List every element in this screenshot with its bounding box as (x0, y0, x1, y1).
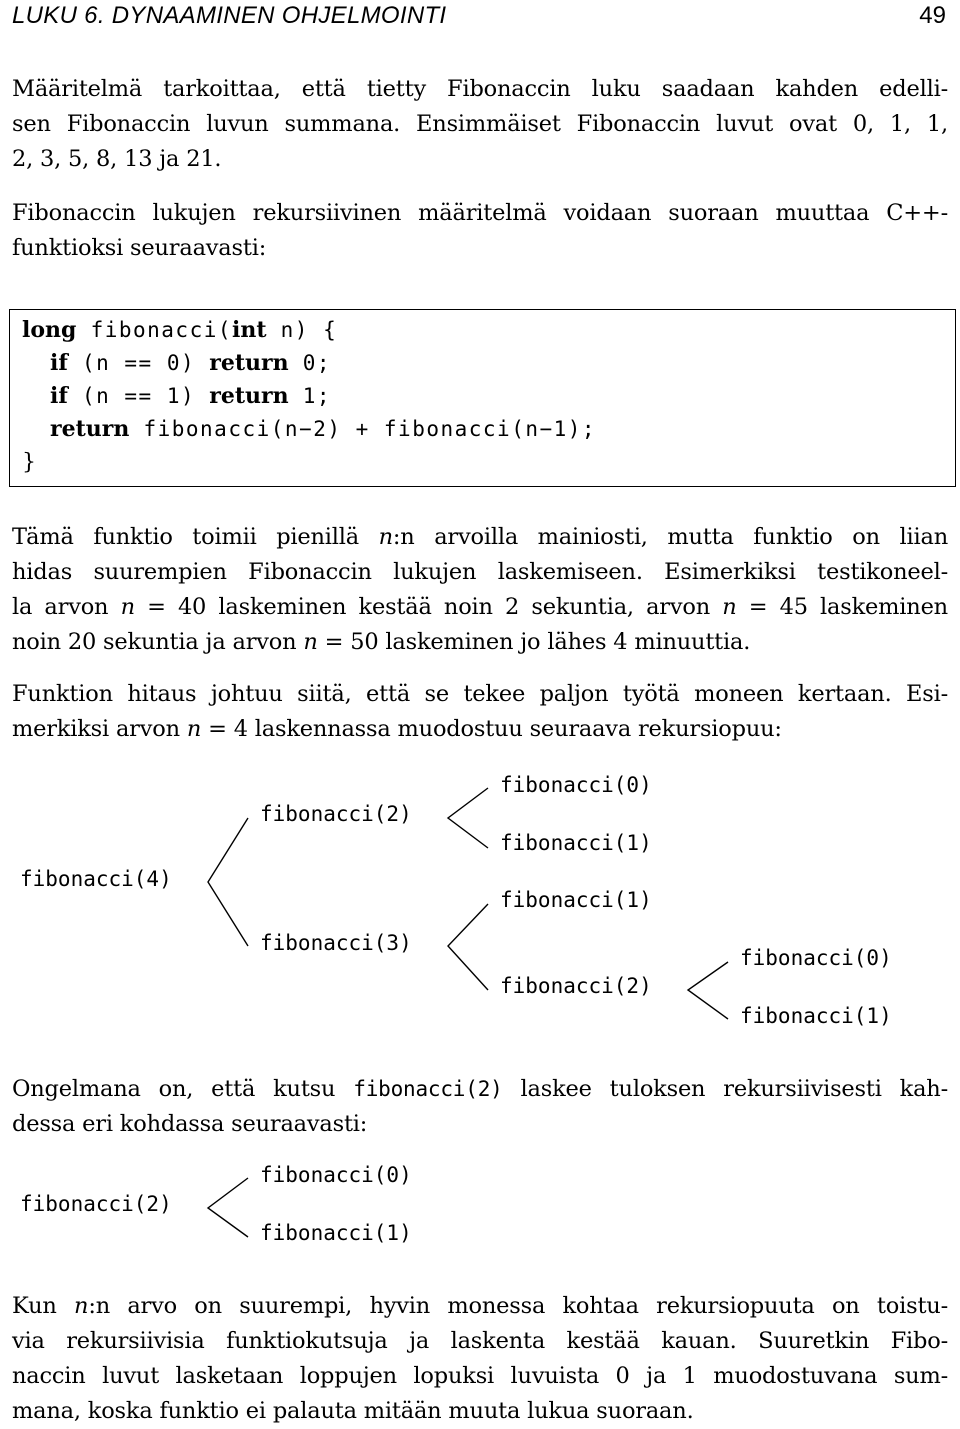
code-listing (9, 309, 956, 487)
text: laskee tuloksen rekursiivisesti kah- (502, 1076, 949, 1102)
text-line (12, 1289, 948, 1324)
text: la arvon (12, 594, 121, 620)
code-text: (n == 1) (67, 384, 210, 408)
text: = 40 laskeminen kestää noin 2 sekuntia, arvon (134, 594, 723, 620)
code-text: 1; (288, 384, 332, 408)
code-keyword: return (49, 416, 130, 442)
tree-edge-fib2-lower (688, 962, 728, 1019)
text: noin 20 sekuntia ja arvon (12, 629, 304, 655)
tree-node: fibonacci(2) (260, 802, 412, 826)
tree-node-leaf: fibonacci(1) (740, 1004, 892, 1028)
paragraph-slowness (12, 677, 948, 747)
text: = 45 laskeminen (736, 594, 948, 620)
text: Kun (12, 1293, 75, 1319)
text-line: via rekursiivisia funktiokutsuja ja laskenta kestää kauan. Suuretkin Fibo- (12, 1328, 948, 1354)
text: = 50 laskeminen jo lähes 4 minuuttia. (317, 629, 751, 655)
text: merkiksi arvon (12, 716, 187, 742)
math-n: n (120, 594, 135, 620)
tree2-node-root: fibonacci(2) (20, 1192, 172, 1216)
code-text: fibonacci(n−2) + fibonacci(n−1); (129, 417, 597, 441)
tree-node: fibonacci(2) (500, 974, 652, 998)
text: = 4 laskennassa muodostuu seuraava rekursiopuu: (201, 716, 782, 742)
code-text: fibonacci( (76, 318, 232, 342)
tree-node-root: fibonacci(4) (20, 867, 172, 891)
text-line: 2, 3, 5, 8, 13 ja 21. (12, 146, 222, 172)
chapter-title: LUKU 6. DYNAAMINEN OHJELMOINTI (12, 2, 447, 29)
tree-edge-fib2 (448, 788, 488, 848)
tree-node-leaf: fibonacci(1) (500, 831, 652, 855)
code-text: 0; (288, 351, 332, 375)
paragraph-conclusion (12, 1289, 948, 1429)
text-line: naccin luvut lasketaan loppujen lopuksi luvuista 0 ja 1 muodostuvana sum- (12, 1363, 948, 1389)
tree-edge-second-root (208, 1178, 248, 1237)
text-line: mana, koska funktio ei palauta mitään muuta lukua suoraan. (12, 1398, 694, 1424)
text-line (12, 1072, 948, 1107)
math-n: n (722, 594, 737, 620)
text-line: Fibonaccin lukujen rekursiivinen määritelmä voidaan suoraan muuttaa C++- (12, 200, 948, 226)
page-header (12, 2, 948, 32)
tree-node-leaf: fibonacci(0) (500, 773, 652, 797)
tree2-node-leaf: fibonacci(1) (260, 1221, 412, 1245)
text: Tämä funktio toimii pienillä (12, 524, 379, 550)
code-keyword: return (209, 383, 289, 409)
text-line: funktioksi seuraavasti: (12, 235, 267, 261)
paragraph-definition (12, 72, 948, 177)
code-closing-brace: } (22, 450, 36, 475)
code-keyword: if (49, 350, 68, 376)
tree-node-leaf: fibonacci(1) (500, 888, 652, 912)
text-line: Määritelmä tarkoittaa, että tietty Fibonaccin luku saadaan kahden edelli- (12, 76, 948, 102)
paragraph-problem (12, 1072, 948, 1142)
tree2-node-leaf: fibonacci(0) (260, 1163, 412, 1187)
tree-edge-fib3 (448, 904, 488, 990)
tree-edge-root (208, 818, 248, 946)
code-text: n) { (266, 318, 338, 342)
code-keyword: int (232, 317, 267, 343)
text-line: dessa eri kohdassa seuraavasti: (12, 1111, 368, 1137)
math-n: n (186, 716, 202, 742)
math-n: n (74, 1293, 89, 1319)
page-number: 49 (919, 2, 946, 29)
math-n: n (303, 629, 318, 655)
text: :n arvo on suurempi, hyvin monessa kohtaa rekursiopuuta on toistu- (88, 1293, 948, 1319)
code-keyword: long (22, 317, 77, 343)
code-text: (n == 0) (67, 351, 210, 375)
paragraph-performance (12, 520, 948, 660)
code-keyword: return (209, 350, 289, 376)
text-line (12, 712, 948, 747)
text-line (12, 520, 948, 555)
paragraph-recursive-definition (12, 196, 948, 266)
tree-node-leaf: fibonacci(0) (740, 946, 892, 970)
code-keyword: if (49, 383, 68, 409)
text-line (12, 625, 948, 660)
text-line: Funktion hitaus johtuu siitä, että se tekee paljon työtä moneen kertaan. Esi- (12, 681, 948, 707)
text: Ongelmana on, että kutsu (12, 1076, 354, 1102)
text-line: sen Fibonaccin luvun summana. Ensimmäiset Fibonaccin luvut ovat 0, 1, 1, (12, 111, 948, 137)
tree-node: fibonacci(3) (260, 931, 412, 955)
math-n: n (378, 524, 393, 550)
inline-code: fibonacci(2) (353, 1077, 503, 1101)
text: :n arvoilla mainiosti, mutta funktio on liian (392, 524, 948, 550)
text-line: hidas suurempien Fibonaccin lukujen laskemiseen. Esimerkiksi testikoneel- (12, 559, 948, 585)
code-block (22, 314, 596, 479)
text-line (12, 590, 948, 625)
